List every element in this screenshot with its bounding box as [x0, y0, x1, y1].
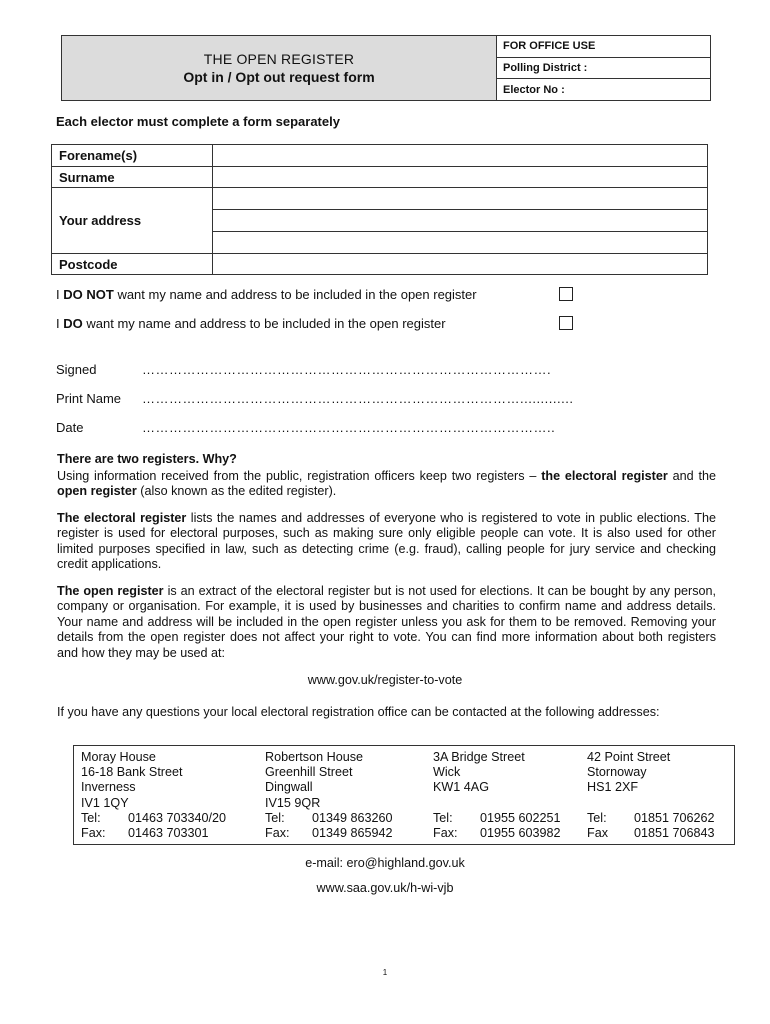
fax-label: Fax: [81, 826, 106, 841]
tel-number: 01851 706262 [634, 810, 715, 825]
fax-label: Fax: [265, 826, 290, 841]
office-use-block [497, 36, 710, 100]
p1-text-c: and the [672, 469, 716, 483]
office-line: Moray House [81, 750, 156, 764]
contact-email[interactable]: e-mail: ero@highland.gov.uk [305, 856, 465, 870]
office-inverness [81, 750, 226, 841]
fax-number: 01349 865942 [312, 826, 393, 841]
register-to-vote-link[interactable]: www.gov.uk/register-to-vote [307, 673, 463, 687]
address-line-2[interactable] [213, 210, 707, 232]
office-line: Wick [433, 765, 461, 780]
office-line: 16-18 Bank Street [81, 765, 183, 780]
fax-number: 01955 603982 [480, 826, 561, 840]
office-line: Robertson House [265, 750, 364, 764]
opt-in-prefix: I [56, 316, 60, 331]
contact-website[interactable]: www.saa.gov.uk/h-wi-vjb [316, 881, 454, 895]
forename-label: Forename(s) [52, 145, 213, 167]
office-use-label: FOR OFFICE USE [497, 36, 710, 58]
p3-text: is an extract of the electoral register but is not used for elections. It can be bought by any person, company or organisation. For example, it is used by businesses and charities to confirm name and address details. Your name and address will be included in the open register unless you ask for them to be removed. Removing your details from the open register does not affect your right to vote. You can find more information about both registers and how they may be used at: [57, 584, 717, 660]
office-line: Greenhill Street [265, 765, 353, 780]
postcode-input[interactable] [213, 254, 708, 275]
opt-in-text: want my name and address to be included in the open register [86, 316, 446, 331]
opt-out-strong: DO NOT [63, 287, 114, 302]
office-fax [81, 826, 226, 841]
office-wick [433, 750, 561, 841]
signed-label: Signed [56, 362, 97, 377]
opt-out-prefix: I [56, 287, 60, 302]
office-tel [81, 811, 226, 826]
surname-label: Surname [52, 167, 213, 188]
postcode-label: Postcode [52, 254, 213, 275]
p2-text: lists the names and addresses of everyone who is registered to vote in public elections. The register is used for electoral purposes, such as making sure only eligible people can vote. It is also used for other limited purposes specified in law, such as detecting crime (e.g. fraud), calling people for jury service and checking credit applications. [57, 511, 716, 572]
office-line: Stornoway [587, 765, 647, 780]
opt-in-option [56, 316, 446, 331]
office-line: IV1 1QY [81, 795, 129, 810]
info-paragraph-2 [57, 511, 716, 573]
opt-out-text: want my name and address to be included in the open register [117, 287, 477, 302]
info-heading: There are two registers. Why? [57, 452, 237, 466]
tel-label: Tel: [587, 810, 607, 825]
office-stornoway [587, 750, 715, 841]
tel-label: Tel: [433, 810, 453, 825]
tel-number: 01349 863260 [312, 810, 393, 825]
office-tel [433, 811, 561, 826]
office-line: Dingwall [265, 780, 313, 795]
opt-out-option [56, 287, 477, 302]
form-title: THE OPEN REGISTER [203, 51, 355, 67]
info-paragraph-4: If you have any questions your local electoral registration office can be contacted at the following addresses: [57, 705, 660, 719]
signed-line[interactable]: ………………………………………………………………………………. [142, 362, 552, 377]
p1-open-register: open register [57, 484, 137, 499]
office-line: KW1 4AG [433, 780, 489, 795]
signed-row [56, 362, 551, 377]
polling-district-field[interactable]: Polling District : [497, 58, 710, 80]
form-subtitle: Opt in / Opt out request form [183, 69, 375, 85]
tel-label: Tel: [265, 810, 285, 825]
address-label: Your address [52, 188, 213, 254]
address-line-1[interactable] [213, 188, 707, 210]
office-fax [433, 826, 561, 841]
p1-text-e: (also known as the edited register). [140, 484, 337, 499]
elector-no-field[interactable]: Elector No : [503, 83, 565, 96]
office-line: 3A Bridge Street [433, 750, 525, 764]
office-addresses-box [73, 745, 735, 845]
title-block [62, 36, 497, 100]
date-row [56, 420, 555, 435]
p3-strong: The open register [57, 584, 164, 598]
p1-text-a: Using information received from the public, registration officers keep two registers – [57, 469, 537, 483]
page-number: 1 [382, 968, 388, 977]
opt-out-checkbox[interactable] [559, 287, 573, 301]
tel-number: 01463 703340/20 [128, 810, 227, 825]
opt-in-strong: DO [63, 316, 83, 331]
date-line[interactable]: ……………………………………………………………………………….. [142, 420, 556, 435]
tel-number: 01955 602251 [480, 810, 561, 825]
office-line: 42 Point Street [587, 750, 671, 764]
date-label: Date [56, 420, 84, 435]
instruction-text: Each elector must complete a form separately [56, 114, 340, 129]
fax-number: 01463 703301 [128, 826, 209, 841]
form-header [61, 35, 711, 101]
office-tel [265, 811, 393, 826]
info-paragraph-1 [57, 469, 716, 500]
info-paragraph-3 [57, 584, 716, 661]
print-name-label: Print Name [56, 391, 122, 406]
office-dingwall [265, 750, 393, 841]
office-line: HS1 2XF [587, 780, 639, 795]
office-line: Inverness [81, 780, 136, 795]
fax-label: Fax [587, 826, 608, 840]
elector-details-table [51, 144, 708, 275]
print-name-line[interactable]: …………………………………………………………………………............. [142, 391, 574, 406]
fax-number: 01851 706843 [634, 826, 715, 840]
office-tel [587, 811, 715, 826]
address-input-group [213, 188, 708, 254]
office-fax [587, 826, 715, 841]
office-line: IV15 9QR [265, 795, 321, 810]
office-fax [265, 826, 393, 841]
forename-input[interactable] [213, 145, 708, 167]
print-name-row [56, 391, 573, 406]
tel-label: Tel: [81, 810, 101, 825]
opt-in-checkbox[interactable] [559, 316, 573, 330]
surname-input[interactable] [213, 167, 708, 188]
address-line-3[interactable] [213, 232, 707, 253]
p2-strong: The electoral register [57, 511, 187, 525]
fax-label: Fax: [433, 826, 458, 840]
p1-electoral-register: the electoral register [541, 469, 668, 483]
